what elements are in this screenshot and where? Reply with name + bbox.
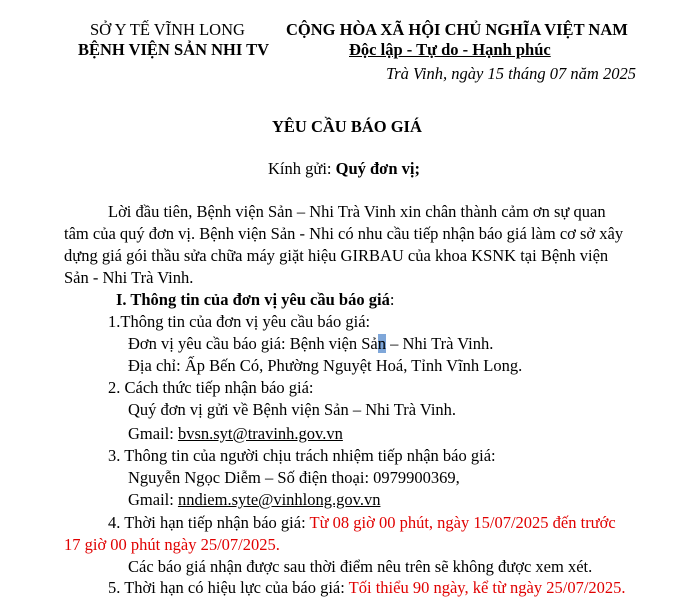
item3-gmail-link[interactable]: nndiem.syte@vinhlong.gov.vn (177, 490, 381, 509)
item5-label: 5. Thời hạn có hiệu lực của báo giá: (108, 578, 349, 597)
item3-contact: Nguyễn Ngọc Diễm – Số điện thoại: 0979900369, (128, 468, 460, 487)
item1-title: 1.Thông tin của đơn vị yêu cầu báo giá: (108, 312, 371, 331)
greeting-prefix: Kính gửi: (268, 159, 336, 178)
item3-gmail (128, 490, 380, 510)
national-title: CỘNG HÒA XÃ HỘI CHỦ NGHĨA VIỆT NAM (286, 20, 628, 39)
item1-unit-prefix: Đơn vị yêu cầu báo giá: Bệnh viện Sả (128, 334, 378, 353)
section1-heading (116, 290, 394, 310)
item4-value-line1: Từ 08 giờ 00 phút, ngày 15/07/2025 đến trước (309, 513, 616, 532)
item1-unit-suffix: – Nhi Trà Vinh. (386, 334, 494, 353)
item4-deadline (108, 513, 616, 533)
intro-line-4: Sản - Nhi Trà Vinh. (64, 268, 194, 287)
item2-gmail-link[interactable]: bvsn.syt@travinh.gov.vn (177, 424, 343, 443)
item2-text: Quý đơn vị gửi về Bệnh viện Sản – Nhi Trà Vinh. (128, 400, 457, 419)
document-date: Trà Vinh, ngày 15 tháng 07 năm 2025 (386, 64, 636, 83)
intro-line-3: dựng giá gói thầu sửa chữa máy giặt hiệu GIRBAU của khoa KSNK tại Bệnh viện (64, 246, 609, 265)
item1-address: Địa chỉ: Ấp Bến Có, Phường Nguyệt Hoá, Tỉnh Vĩnh Long. (128, 356, 523, 375)
item5-value: Tối thiểu 90 ngày, kể từ ngày 25/07/2025. (348, 578, 626, 597)
document-title: YÊU CẦU BÁO GIÁ (272, 117, 422, 136)
item3-gmail-label: Gmail: (128, 490, 178, 509)
item2-gmail (128, 424, 343, 444)
item1-unit (128, 334, 493, 354)
item4-note: Các báo giá nhận được sau thời điểm nêu trên sẽ không được xem xét. (128, 557, 593, 576)
text-cursor-selection[interactable]: n (377, 334, 386, 353)
item2-gmail-label: Gmail: (128, 424, 178, 443)
item4-label: 4. Thời hạn tiếp nhận báo giá: (108, 513, 310, 532)
greeting-recipient: Quý đơn vị; (335, 159, 420, 178)
item4-value-line2: 17 giờ 00 phút ngày 25/07/2025. (64, 535, 280, 554)
national-motto: Độc lập - Tự do - Hạnh phúc (349, 40, 551, 59)
hospital-name: BỆNH VIỆN SẢN NHI TV (78, 40, 270, 59)
section1-heading-colon: : (389, 290, 395, 309)
item2-title: 2. Cách thức tiếp nhận báo giá: (108, 378, 314, 397)
greeting (268, 159, 420, 179)
section1-heading-text: I. Thông tin của đơn vị yêu cầu báo giá (116, 290, 390, 309)
item3-title: 3. Thông tin của người chịu trách nhiệm tiếp nhận báo giá: (108, 446, 496, 465)
intro-line-1: Lời đầu tiên, Bệnh viện Sản – Nhi Trà Vinh xin chân thành cảm ơn sự quan (108, 202, 606, 221)
item5-validity (108, 578, 626, 598)
intro-line-2: tâm của quý đơn vị. Bệnh viện Sản - Nhi có nhu cầu tiếp nhận báo giá làm cơ sở xây (64, 224, 624, 243)
ministry-name: SỞ Y TẾ VĨNH LONG (90, 20, 245, 39)
